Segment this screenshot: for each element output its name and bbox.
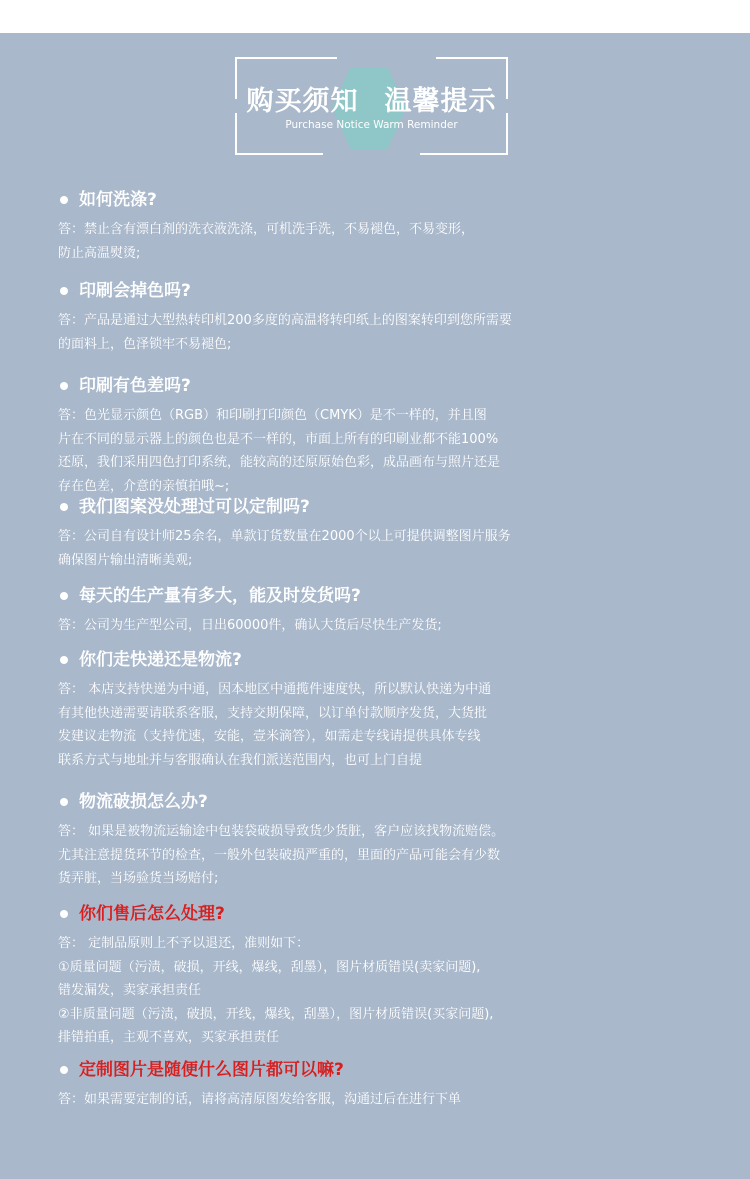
bullet-icon <box>60 910 68 918</box>
page-title <box>235 79 508 118</box>
faq-question: 每天的生产量有多大，能及时发货吗? <box>79 586 361 606</box>
title-purchase-notice: 购买须知 <box>246 86 359 117</box>
faq-answer: 答：色光显示颜色（RGB）和印刷打印颜色（CMYK）是不一样的，并且图 片在不同的显示器上的颜色也是不一样的，市面上所有的印刷业都不能100% 还原，我们采用四色打印系统，能较高的还原原始色彩，成品画布与照片还是 存在色差，介意的亲慎拍哦~; <box>58 408 501 494</box>
bullet-icon <box>60 287 68 295</box>
faq-answer: 答： 如果是被物流运输途中包装袋破损导致货少货脏，客户应该找物流赔偿。 尤其注意提货环节的检查，一般外包装破损严重的，里面的产品可能会有少数 货弄脏，当场验货当场赔付; <box>58 824 505 886</box>
bullet-icon <box>60 382 68 390</box>
bullet-icon <box>60 592 68 600</box>
faq-question: 如何洗涤? <box>79 190 157 210</box>
faq-item-damage <box>58 790 658 891</box>
faq-answer: 答：禁止含有漂白剂的洗衣液洗涤，可机洗手洗，不易褪色，不易变形， 防止高温熨烫; <box>58 222 475 261</box>
faq-item-color-difference <box>58 374 658 498</box>
faq-question: 我们图案没处理过可以定制吗? <box>79 497 310 517</box>
faq-question: 印刷会掉色吗? <box>79 281 191 301</box>
title-warm-reminder: 温馨提示 <box>384 86 497 117</box>
faq-item-after-sales <box>58 902 658 1050</box>
faq-question: 你们售后怎么处理? <box>79 904 225 924</box>
faq-answer: 答：公司为生产型公司，日出60000件，确认大货后尽快生产发货; <box>58 618 442 633</box>
faq-item-washing <box>58 188 658 265</box>
faq-item-production <box>58 584 658 638</box>
faq-answer: 答：如果需要定制的话，请将高清原图发给客服，沟通过后在进行下单 <box>58 1092 462 1107</box>
faq-answer: 答： 定制品原则上不予以退还，准则如下： ①质量问题（污渍，破损，开线，爆线，刮墨），图片材质错误(卖家问题), 错发漏发，卖家承担责任 ②非质量问题（污渍，破损，开线，爆线，刮墨），图片材质错误(买家问题), 排错拍重，主观不喜欢，买家承担责任 <box>58 936 494 1045</box>
faq-item-fading <box>58 279 658 356</box>
faq-item-any-image <box>58 1058 658 1112</box>
faq-question: 印刷有色差吗? <box>79 376 191 396</box>
faq-answer: 答： 本店支持快递为中通，因本地区中通揽件速度快，所以默认快递为中通 有其他快递需要请联系客服，支持交期保障，以订单付款顺序发货，大货批 发建议走物流（支持优速，安能，壹米滴答），如需走专线请提供具体专线 联系方式与地址并与客服确认在我们派送范围内，也可上门自提 <box>58 682 492 768</box>
page-subtitle: Purchase Notice Warm Reminder <box>285 119 458 131</box>
faq-question: 物流破损怎么办? <box>79 792 208 812</box>
faq-answer: 答：公司自有设计师25余名，单款订货数量在2000个以上可提供调整图片服务 确保图片输出清晰美观; <box>58 529 511 568</box>
bullet-icon <box>60 503 68 511</box>
faq-question: 你们走快递还是物流? <box>79 650 242 670</box>
bullet-icon <box>60 656 68 664</box>
header-badge <box>235 57 508 155</box>
faq-answer: 答：产品是通过大型热转印机200多度的高温将转印纸上的图案转印到您所需要 的面料上，色泽锁牢不易褪色; <box>58 313 512 352</box>
bullet-icon <box>60 1066 68 1074</box>
bullet-icon <box>60 196 68 204</box>
faq-item-shipping <box>58 648 658 772</box>
bullet-icon <box>60 798 68 806</box>
faq-question: 定制图片是随便什么图片都可以嘛? <box>79 1060 344 1080</box>
faq-item-customization <box>58 495 658 572</box>
